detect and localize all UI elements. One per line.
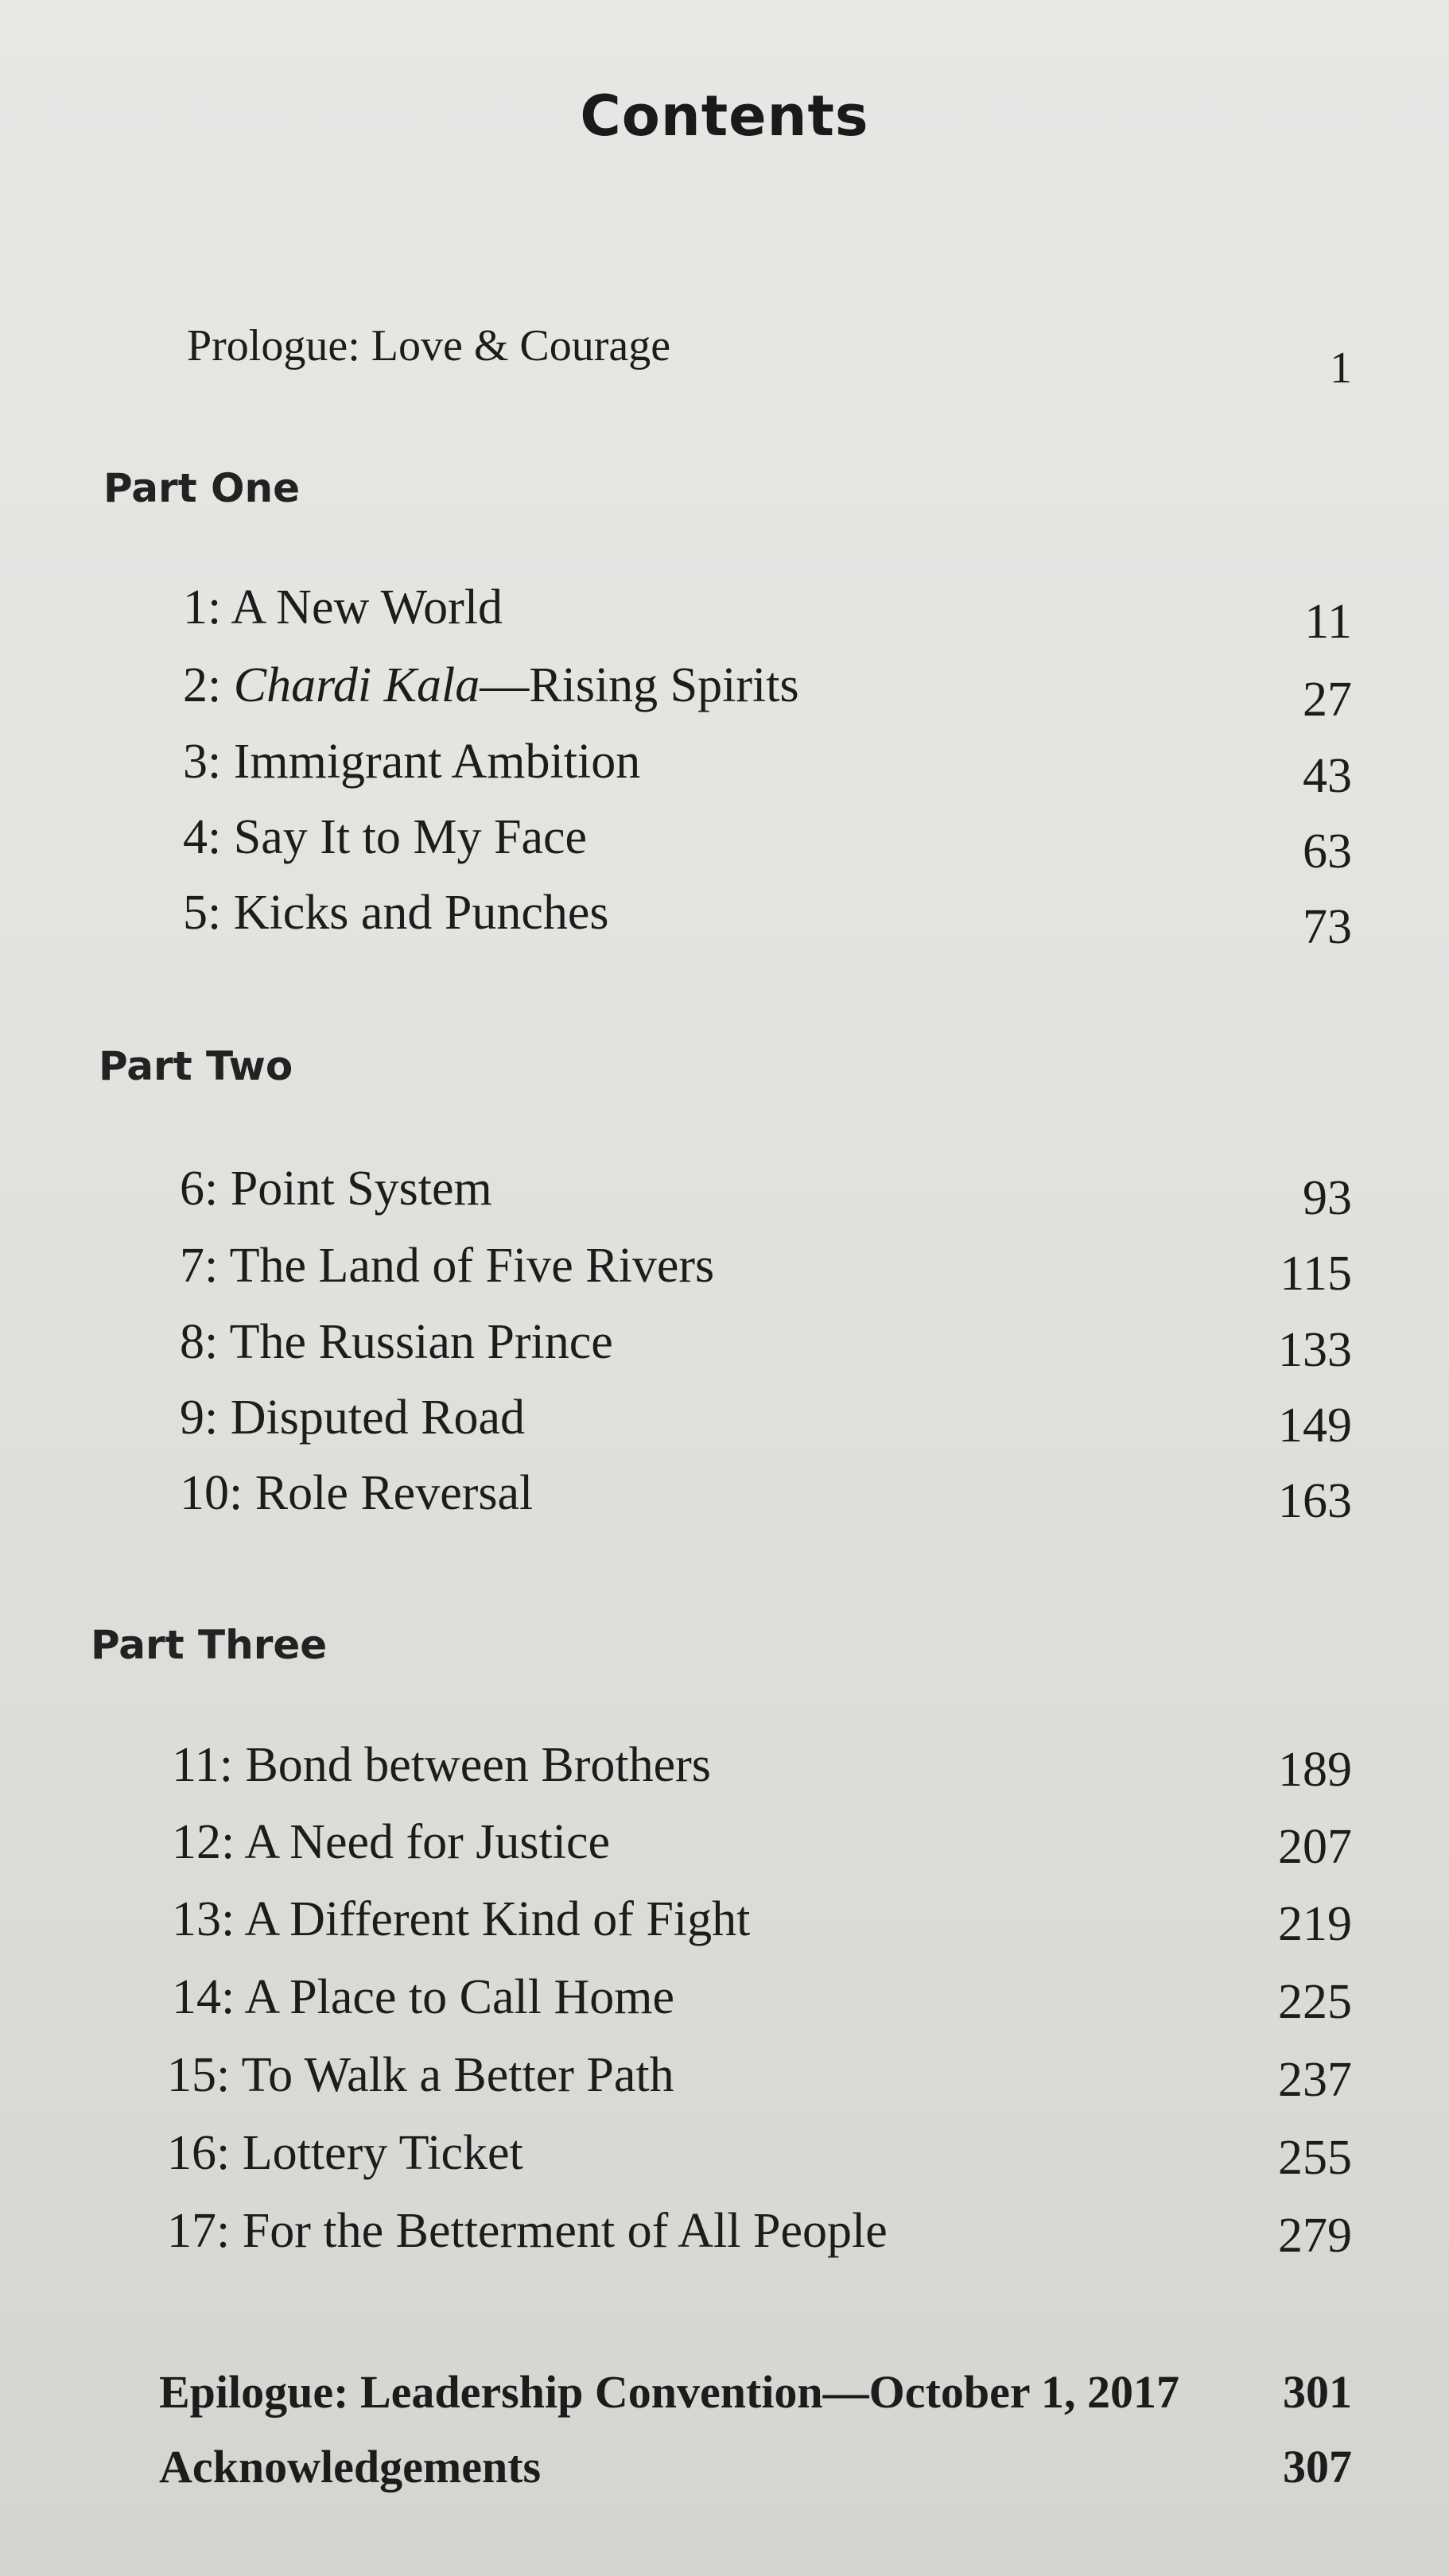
toc-entry[interactable] (180, 1461, 1352, 1528)
chapter-title: Lottery Ticket (242, 2125, 523, 2180)
chapter-title: Role Reversal (254, 1465, 534, 1520)
page-number: 43 (1303, 748, 1352, 803)
toc-entry[interactable] (172, 1887, 1352, 1951)
page-number: 73 (1303, 899, 1352, 954)
toc-entry-prologue[interactable] (187, 314, 1352, 393)
chapter-title-italic: Chardi Kala (233, 658, 480, 712)
page-number: 225 (1278, 1974, 1352, 2029)
toc-entry[interactable] (180, 1310, 1352, 1377)
page-number: 189 (1278, 1742, 1352, 1797)
chapter-title: A Place to Call Home (244, 1969, 675, 2024)
page-number: 237 (1278, 2052, 1352, 2107)
entry-label: Acknowledgements (159, 2440, 542, 2493)
part-heading: Part Three (91, 1622, 328, 1668)
toc-entry[interactable] (172, 1810, 1352, 1874)
chapter-title: A Different Kind of Fight (244, 1891, 751, 1946)
chapter-number: 2: (183, 658, 222, 712)
entry-label: Epilogue: Leadership Convention—October 1, 2017 (159, 2365, 1180, 2418)
toc-entry-acknowledgements[interactable] (159, 2434, 1352, 2498)
page-number: 255 (1278, 2130, 1352, 2185)
toc-entry[interactable] (172, 1733, 1352, 1797)
chapter-title: —Rising Spirits (480, 658, 799, 712)
toc-entry[interactable] (183, 654, 1352, 727)
chapter-number: 3: (183, 734, 222, 789)
toc-entry[interactable] (180, 1234, 1352, 1301)
toc-entry[interactable] (183, 576, 1352, 649)
chapter-title: Say It to My Face (233, 809, 587, 864)
chapter-title: For the Betterment of All People (242, 2203, 888, 2258)
page-number: 1 (1330, 343, 1352, 393)
chapter-number: 7: (180, 1238, 219, 1293)
chapter-number: 14: (172, 1969, 235, 2024)
page-number: 279 (1278, 2208, 1352, 2263)
chapter-number: 10: (180, 1465, 243, 1520)
chapter-title: The Russian Prince (229, 1314, 613, 1369)
page-number: 63 (1303, 824, 1352, 879)
entry-label: Prologue: Love & Courage (187, 321, 671, 370)
page-number: 133 (1278, 1322, 1352, 1377)
chapter-number: 5: (183, 885, 222, 940)
toc-entry[interactable] (167, 2121, 1352, 2185)
toc-entry[interactable] (180, 1157, 1352, 1225)
page-number: 163 (1278, 1473, 1352, 1528)
toc-entry[interactable] (167, 2199, 1352, 2263)
page-number: 219 (1278, 1896, 1352, 1951)
part-heading: Part One (103, 465, 301, 511)
chapter-title: Immigrant Ambition (233, 734, 641, 789)
page-number: 27 (1303, 672, 1352, 727)
chapter-number: 13: (172, 1891, 235, 1946)
chapter-title: To Walk a Better Path (241, 2047, 674, 2102)
toc-entry[interactable] (183, 881, 1352, 954)
page-number: 307 (1283, 2440, 1352, 2493)
chapter-title: Disputed Road (230, 1390, 525, 1445)
toc-entry[interactable] (180, 1386, 1352, 1453)
page-title: Contents (580, 83, 869, 149)
chapter-title: A New World (231, 580, 503, 634)
chapter-number: 12: (172, 1814, 235, 1869)
page-number: 207 (1278, 1819, 1352, 1874)
page-number: 11 (1304, 594, 1352, 649)
toc-entry-epilogue[interactable] (159, 2360, 1352, 2423)
chapter-number: 16: (167, 2125, 231, 2180)
page-number: 149 (1278, 1398, 1352, 1453)
page-number: 115 (1280, 1246, 1352, 1301)
chapter-number: 4: (183, 809, 222, 864)
chapter-number: 8: (180, 1314, 219, 1369)
chapter-number: 1: (183, 580, 222, 634)
chapter-title: Bond between Brothers (245, 1737, 711, 1792)
toc-entry[interactable] (172, 1965, 1352, 2029)
chapter-number: 11: (172, 1737, 233, 1792)
page-number: 93 (1303, 1170, 1352, 1225)
chapter-number: 6: (180, 1161, 219, 1216)
chapter-title: A Need for Justice (244, 1814, 611, 1869)
chapter-number: 17: (167, 2203, 231, 2258)
chapter-number: 9: (180, 1390, 219, 1445)
chapter-title: Kicks and Punches (233, 885, 609, 940)
toc-entry[interactable] (183, 730, 1352, 803)
chapter-title: Point System (230, 1161, 492, 1216)
part-heading: Part Two (99, 1043, 293, 1089)
chapter-title: The Land of Five Rivers (229, 1238, 715, 1293)
toc-entry[interactable] (167, 2043, 1352, 2107)
chapter-number: 15: (167, 2047, 231, 2102)
page-number: 301 (1283, 2365, 1352, 2418)
toc-entry[interactable] (183, 805, 1352, 879)
